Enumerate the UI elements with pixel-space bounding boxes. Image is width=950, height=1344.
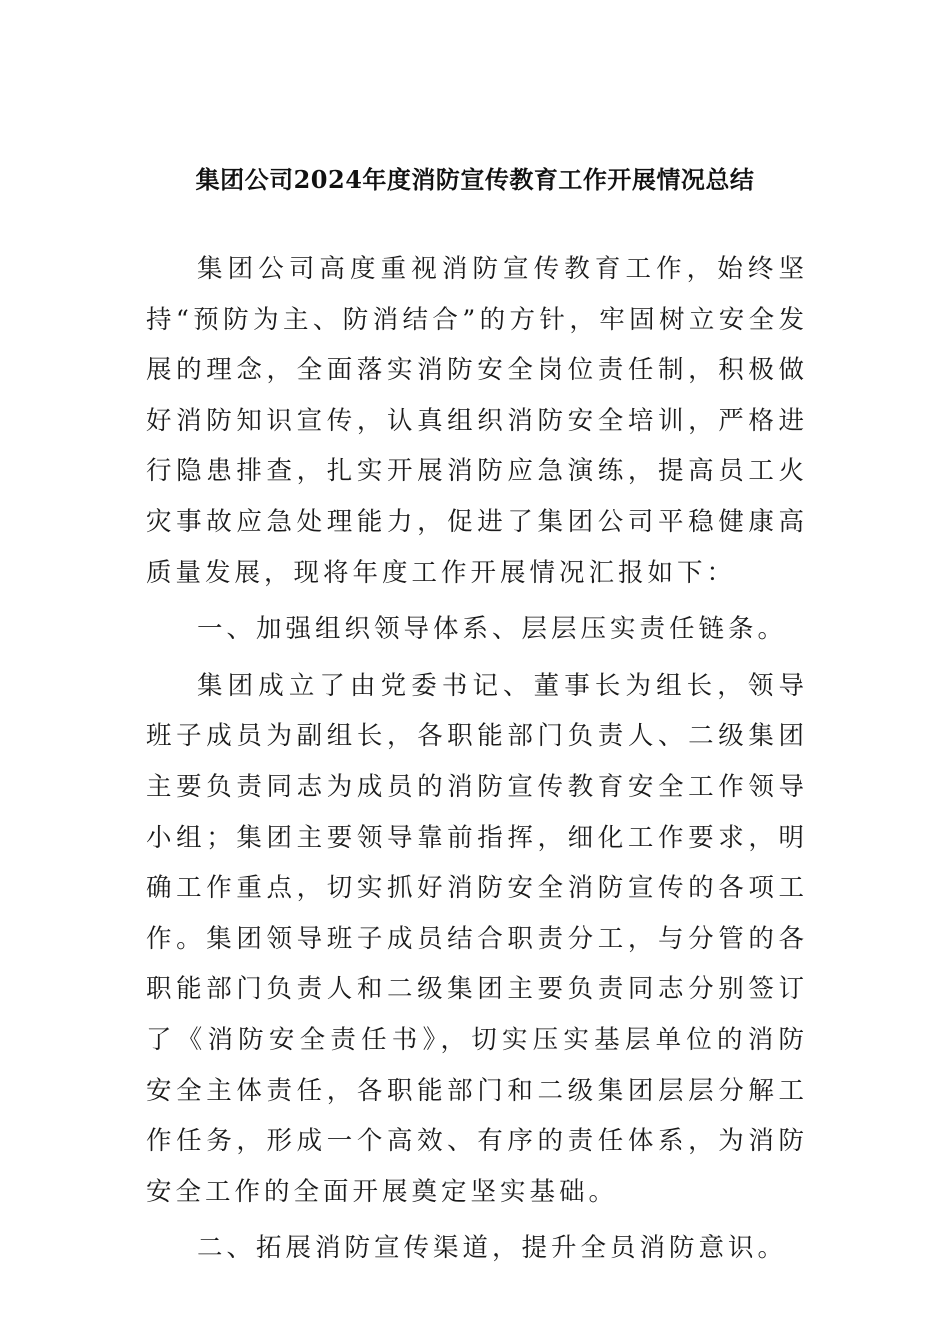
section-heading-2: 二、拓展消防宣传渠道，提升全员消防意识。 (197, 1233, 788, 1264)
document-title: 集团公司2024年度消防宣传教育工作开展情况总结 (195, 165, 755, 194)
section-paragraph-1: 集团成立了由党委书记、董事长为组长，领导班子成员为副组长，各职能部门负责人、二级集团主要负责同志为成员的消防宣传教育安全工作领导小组；集团主要领导靠前指挥，细化工作要求，明确工作重点，切实抓好消防安全消防宣传的各项工作。集团领导班子成员结合职责分工，与分管的各职能部门负责人和二级集团主要负责同志分别签订了《消防安全责任书》，切实压实基层单位的消防安全主体责任，各职能部门和二级集团层层分解工作任务，形成一个高效、有序的责任体系，为消防安全工作的全面开展奠定坚实基础。 (146, 670, 808, 1207)
document-body (146, 244, 808, 1274)
intro-paragraph: 集团公司高度重视消防宣传教育工作，始终坚持“预防为主、防消结合”的方针，牢固树立安全发展的理念，全面落实消防安全岗位责任制，积极做好消防知识宣传，认真组织消防安全培训，严格进行隐患排查，扎实开展消防应急演练，提高员工火灾事故应急处理能力，促进了集团公司平稳健康高质量发展，现将年度工作开展情况汇报如下： (146, 254, 808, 588)
section-heading-1: 一、加强组织领导体系、层层压实责任链条。 (197, 614, 788, 645)
